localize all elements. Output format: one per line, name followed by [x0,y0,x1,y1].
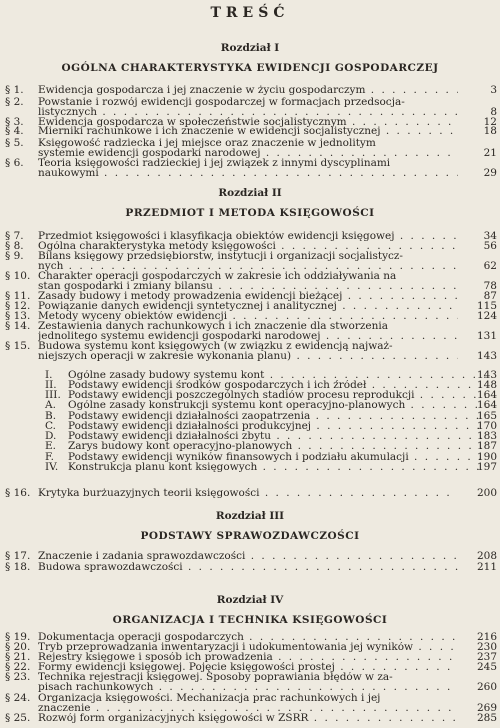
section-number: A. [45,399,56,411]
entry-title-line: Budowa systemu kont księgowych (w związku z ewidencją najważ- [38,341,393,351]
entry-title [68,421,488,431]
page-number: 78 [483,280,497,292]
entry-title-line: Bilans księgowy przedsiębiorstw, instytucji i organizacji socjalistycz- [38,251,403,261]
entry-title-line: Podstawy ewidencji działalności zaopatrzenia . . . [68,411,488,421]
entry-title [38,632,458,642]
section-number: § 8. [5,240,24,252]
chapter-title: ORGANIZACJA I TECHNIKA KSIĘGOWOŚCI [112,614,388,626]
page-number: 260 [476,681,497,693]
chapter-label: Rozdział II [218,187,282,199]
page-number: 211 [476,561,497,573]
section-number: § 22. [5,661,31,673]
page-number: 131 [476,330,497,342]
section-number: § 18. [5,561,31,573]
entry-title [38,642,458,652]
entry-title [68,400,488,410]
page-number: 200 [476,487,497,499]
entry-title [38,85,458,95]
chapter-label: Rozdział IV [216,594,284,606]
entry-title-line: Rejestry księgowe i sposób ich prowadzenia . . . [38,652,458,662]
entry-title-line: Charakter operacji gospodarczych w zakresie ich oddziaływania na [38,271,397,281]
section-number: B. [45,410,57,422]
section-number: § 9. [5,250,24,262]
page-number: 230 [476,641,497,653]
entry-title-line: Rozwój form organizacyjnych księgowości w ZSRR . . . [38,713,458,723]
page-number: 56 [483,240,497,252]
page-number: 269 [476,702,497,714]
page-number: 12 [483,116,497,128]
page-number: 18 [483,125,497,137]
section-number: D. [45,430,57,442]
entry-title [38,251,458,271]
page-number: 208 [476,550,497,562]
entry-title-line: Powstanie i rozwój ewidencji gospodarczej w formacjach przedsocja- [38,97,405,107]
entry-title-line: Organizacja księgowości. Mechanizacja prac rachunkowych i jej [38,693,381,703]
entry-title [38,321,458,341]
section-number: § 3. [5,116,24,128]
entry-title-line: Metody wyceny obiektów ewidencji . . . [38,311,458,321]
page-number: 170 [476,420,497,432]
chapter-label: Rozdział III [215,510,285,522]
entry-title-line: Zasady budowy i metody prowadzenia ewidencji bieżącej . . . [38,291,458,301]
entry-title-line: Dokumentacja operacji gospodarczych . . . [38,632,458,642]
entry-title [38,341,458,361]
entry-title [38,662,458,672]
page-number: 285 [476,712,497,724]
entry-title-line: Podstawy ewidencji środków gospodarczych i ich źródeł . . . [68,380,488,390]
page-number: 21 [483,147,497,159]
page-number: 3 [490,84,497,96]
entry-title-line: Ewidencja gospodarcza i jej znaczenie w życiu gospodarczym . . . [38,85,458,95]
section-number: § 25. [5,712,31,724]
entry-title-line: Ogólne zasady konstrukcji systemu kont operacyjno-planowych . . . [68,400,488,410]
section-number: § 15. [5,340,31,352]
section-number: III. [45,389,61,401]
entry-title-line: systemie ewidencji gospodarki narodowej . . . [38,148,458,158]
entry-title-line: pisach rachunkowych . . . [38,682,458,692]
entry-title [38,301,458,311]
section-number: § 17. [5,550,31,562]
chapter-label: Rozdział I [220,42,280,54]
entry-title-line: nych . . . [38,261,458,271]
entry-title-line: jednolitego systemu ewidencji gospodarki narodowej . . . [38,331,458,341]
entry-title-line: niejszych operacji w zakresie wykonania planu) . . . [38,351,458,361]
section-number: II. [45,379,57,391]
section-number: § 4. [5,125,24,137]
entry-title [38,311,458,321]
section-number: E. [45,440,57,452]
entry-title-line: Zestawienia danych rachunkowych i ich znaczenie dla stworzenia [38,321,388,331]
entry-title-line: Ewidencja gospodarcza w społeczeństwie socjalistycznym . . . [38,117,458,127]
section-number: C. [45,420,56,432]
page-number: 183 [476,430,497,442]
entry-title-line: Teoria księgowości radzieckiej i jej związek z innymi dyscyplinami [38,158,391,168]
entry-title-line: naukowymi . . . [38,168,458,178]
section-number: I. [45,369,53,381]
entry-title [38,271,458,291]
entry-title-line: Zarys budowy kont operacyjno-planowych . . . [68,441,488,451]
entry-title-line: Krytyka burżuazyjnych teorii księgowości . . . [38,488,458,498]
entry-title-line: Budowa sprawozdawczości . . . [38,562,458,572]
entry-title [38,241,458,251]
section-number: § 7. [5,230,24,242]
entry-title [38,291,458,301]
entry-title-line: Technika rejestracji księgowej. Sposoby poprawiania błędów w za- [38,672,393,682]
section-number: § 21. [5,651,31,663]
entry-title-line: Podstawy ewidencji poszczególnych stadiów procesu reprodukcji . . . [68,390,488,400]
page-number: 245 [476,661,497,673]
section-number: § 10. [5,270,31,282]
entry-title-line: Podstawy ewidencji działalności zbytu . . . [68,431,488,441]
section-number: § 1. [5,84,24,96]
entry-title-line: Powiązanie danych ewidencji syntetycznej i analitycznej . . . [38,301,458,311]
page-number: 190 [476,451,497,463]
page-number: 164 [476,399,497,411]
entry-title-line: Ogólne zasady budowy systemu kont . . . [68,370,488,380]
entry-title [68,370,488,380]
entry-title [68,452,488,462]
entry-title-line: stan gospodarki i zmiany bilansu . . . [38,281,458,291]
entry-title [38,231,458,241]
section-number: § 6. [5,157,24,169]
entry-title-line: Ogólna charakterystyka metody księgowości . . . [38,241,458,251]
entry-title [38,126,458,136]
chapter-title: PRZEDMIOT I METODA KSIĘGOWOŚCI [125,207,375,219]
chapter-title: OGÓLNA CHARAKTERYSTYKA EWIDENCJI GOSPODARCZEJ [61,62,439,74]
page-number: 29 [483,167,497,179]
section-number: § 5. [5,137,24,149]
entry-title [68,411,488,421]
section-number: IV. [45,461,59,473]
entry-title [38,97,458,117]
entry-title-line: Konstrukcja planu kont księgowych . . . [68,462,488,472]
page-number: 197 [476,461,497,473]
entry-title [38,652,458,662]
page-number: 87 [483,290,497,302]
page-number: 143 [476,369,497,381]
entry-title-line: Tryb przeprowadzania inwentaryzacji i udokumentowania jej wyników . . . [38,642,458,652]
entry-title [38,713,458,723]
entry-title-line: Księgowość radziecka i jej miejsce oraz znaczenie w jednolitym [38,138,376,148]
page-number: 62 [483,260,497,272]
section-number: § 11. [5,290,31,302]
page-number: 34 [483,230,497,242]
section-number: § 14. [5,320,31,332]
section-number: § 12. [5,300,31,312]
entry-title-line: znaczenie . . . [38,703,458,713]
entry-title [38,138,458,158]
section-number: § 23. [5,671,31,683]
page-number: 237 [476,651,497,663]
page-number: 165 [476,410,497,422]
entry-title-line: Formy ewidencji księgowej. Pojęcie księgowości prostej . . . [38,662,458,672]
entry-title-line: Znaczenie i zadania sprawozdawczości . . . [38,551,458,561]
entry-title [38,488,458,498]
section-number: F. [45,451,54,463]
page-number: 216 [476,631,497,643]
page-number: 143 [476,350,497,362]
page-number: 124 [476,310,497,322]
entry-title [38,562,458,572]
page-number: 115 [476,300,497,312]
entry-title [38,672,458,692]
chapter-title: PODSTAWY SPRAWOZDAWCZOŚCI [140,530,360,542]
section-number: § 24. [5,692,31,704]
entry-title-line: Podstawy ewidencji wyników finansowych i podziału akumulacji . . . [68,452,488,462]
entry-title-line: Mierniki rachunkowe i ich znaczenie w ewidencji socjalistycznej . . . [38,126,458,136]
section-number: § 16. [5,487,31,499]
page-number: 164 [476,389,497,401]
entry-title-line: Przedmiot księgowości i klasyfikacja obiektów ewidencji księgowej . . . [38,231,458,241]
section-number: § 13. [5,310,31,322]
entry-title [68,462,488,472]
section-number: § 19. [5,631,31,643]
entry-title [38,693,458,713]
page-number: 187 [476,440,497,452]
page-title: TREŚĆ [210,5,290,21]
entry-title-line: Podstawy ewidencji działalności produkcyjnej . . . [68,421,488,431]
entry-title [68,390,488,400]
section-number: § 20. [5,641,31,653]
section-number: § 2. [5,96,24,108]
page-number: 8 [490,106,497,118]
entry-title [38,158,458,178]
page-number: 148 [476,379,497,391]
entry-title [68,380,488,390]
entry-title [38,551,458,561]
entry-title [68,431,488,441]
entry-title [68,441,488,451]
entry-title-line: listycznych . . . [38,107,458,117]
